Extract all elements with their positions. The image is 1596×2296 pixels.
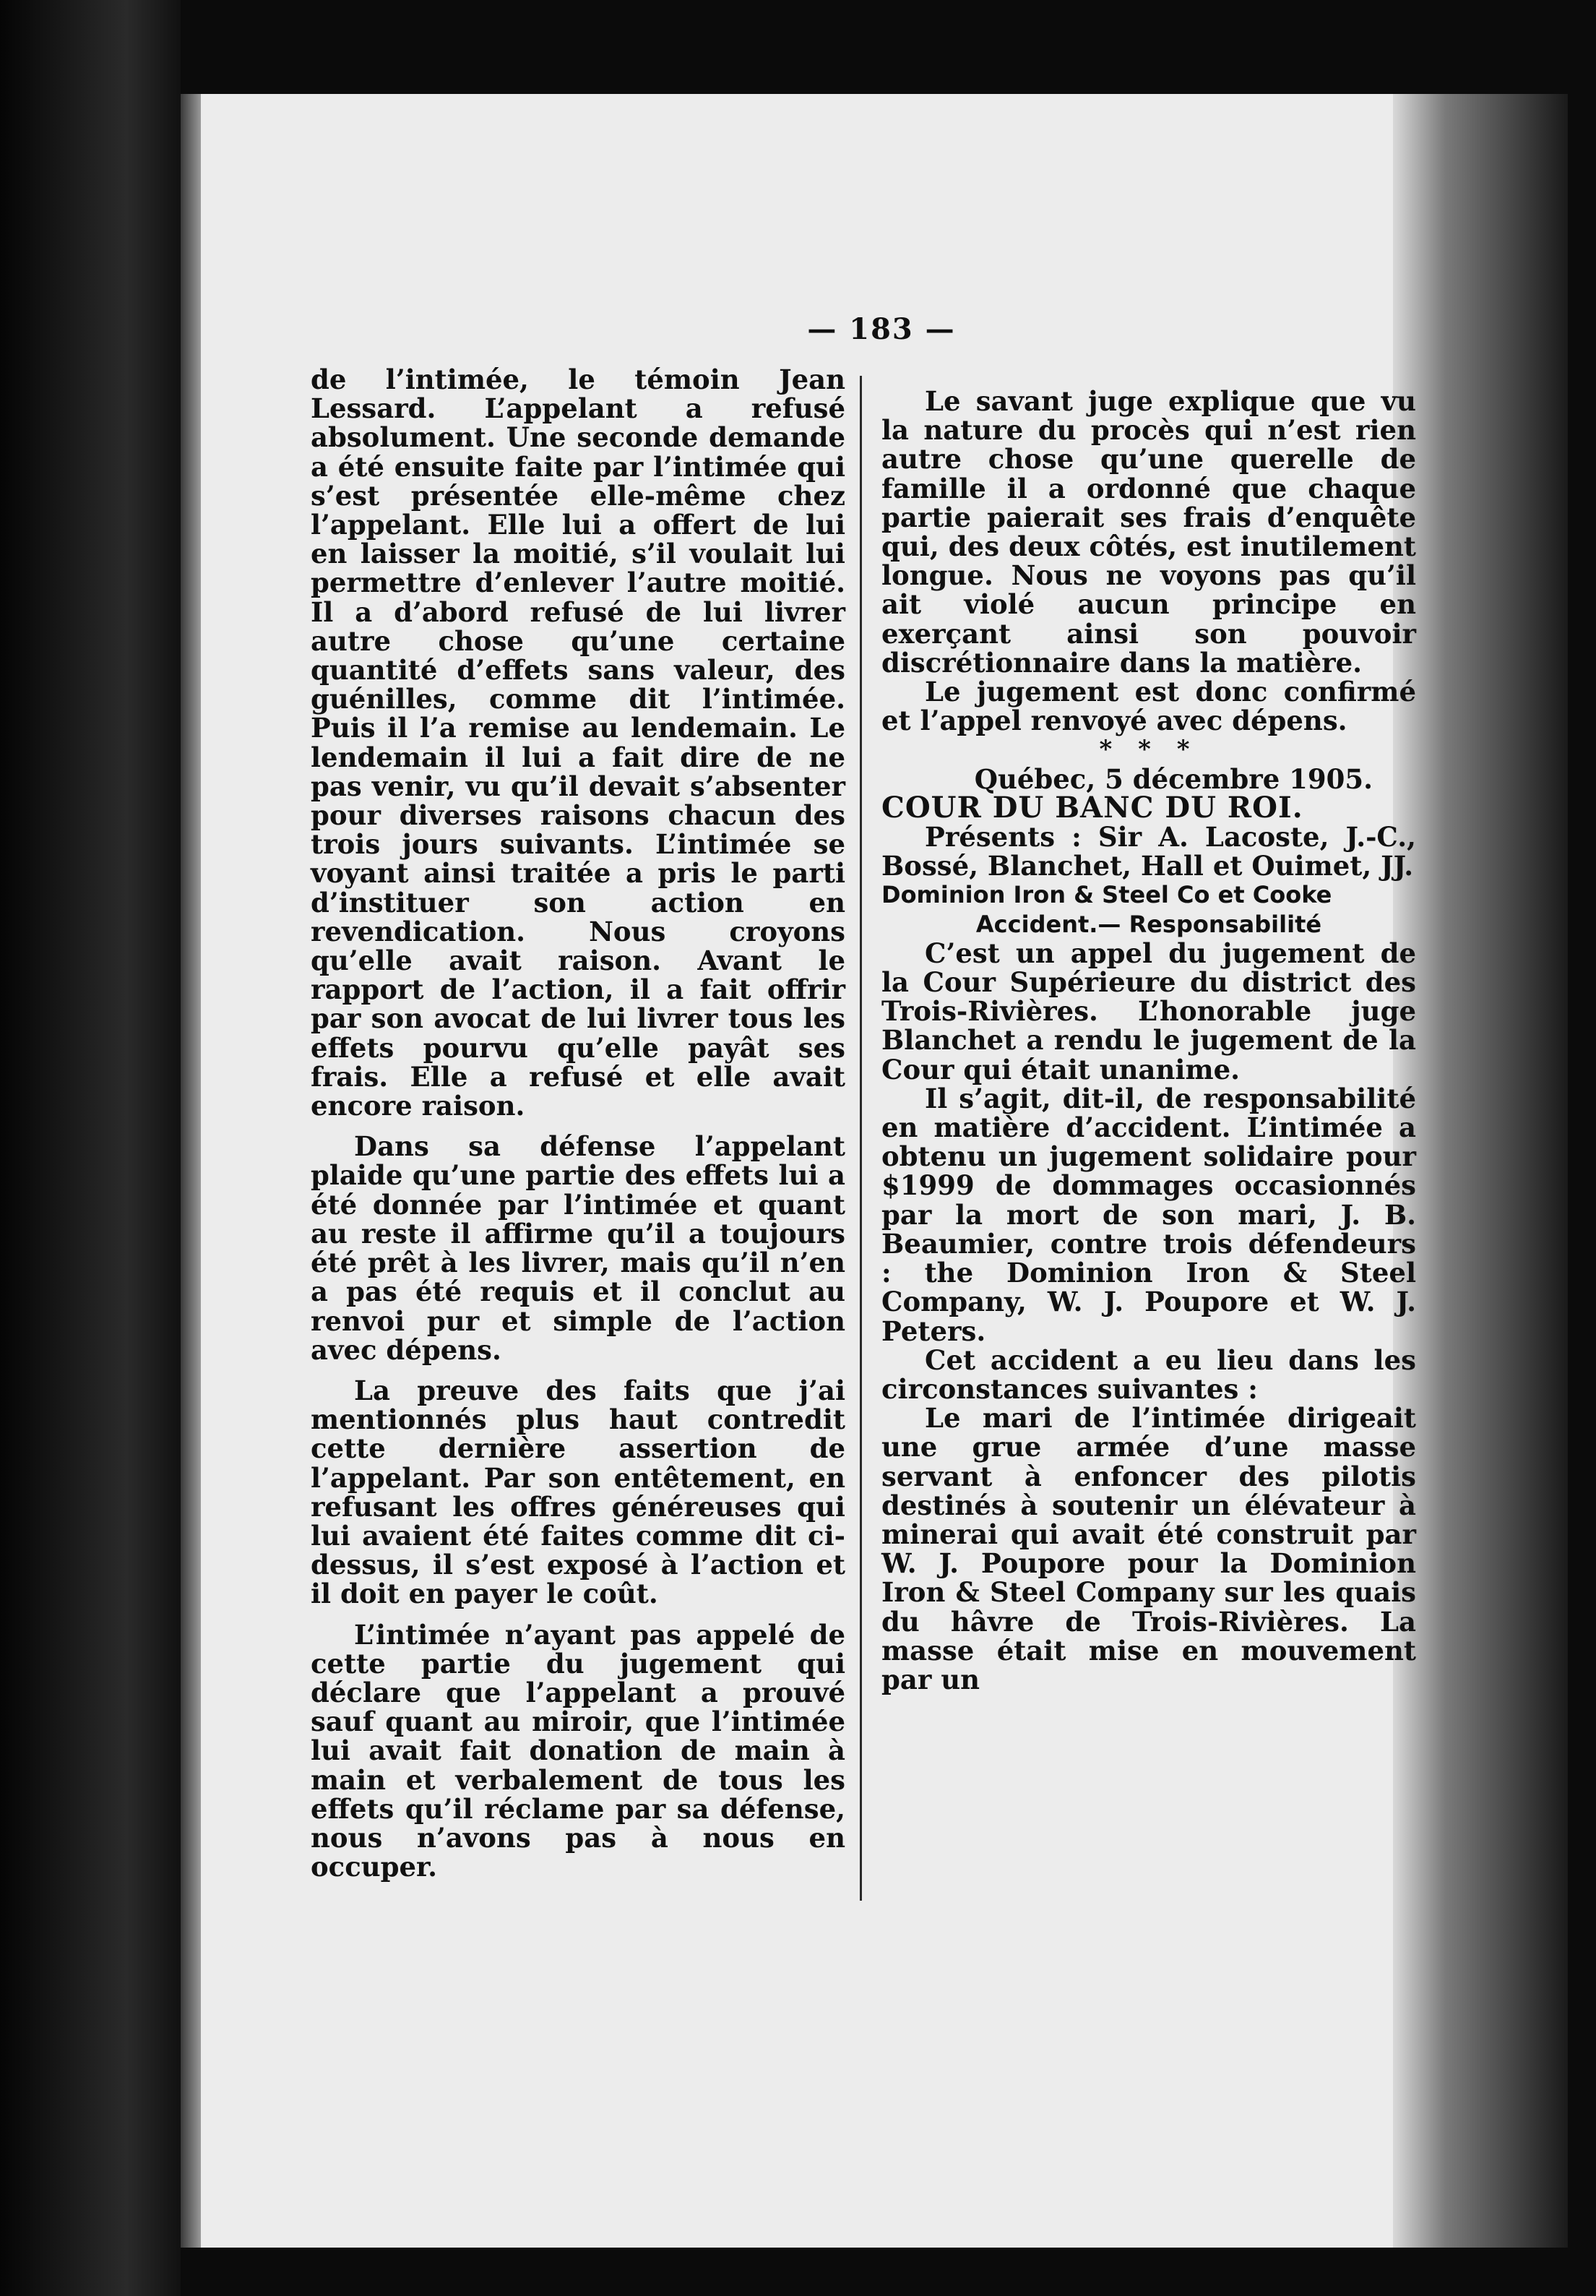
left-paragraph-1: de l’intimée, le témoin Jean Lessard. L’appelant a refusé absolument. Une seconde demande a été ensuite faite par l’intimée qui s’est présentée elle-même chez l’appelant. Elle lui a offert de lui en laisser la moitié, s’il voulait lui permettre d’enlever l’autre moitié. Il a d’abord refusé de lui livrer autre chose qu’une certaine quantité d’effets sans valeur, des guénilles, comme dit l’intimée. Puis il l’a remise au lendemain. Le lendemain il lui a fait dire de ne pas venir, vu qu’il devait s’absenter pour diverses raisons chacun des trois jours suivants. L’intimée se voyant ainsi traitée a pris le parti d’instituer son action en revendication. Nous croyons qu’elle avait raison. Avant le rapport de l’action, il a fait offrir par son avocat de lui livrer tous les effets pourvu qu’elle payât ses frais. Elle a refusé et elle avait encore raison. [311,364,845,1122]
right-paragraph-2: Le jugement est donc confirmé et l’appel renvoyé avec dépens. [881,676,1416,737]
court-heading: COUR DU BANC DU ROI. [881,790,1303,825]
page-right-edge-shadow [1393,94,1568,2248]
left-paragraph-2: Dans sa défense l’appelant plaide qu’une partie des effets lui a été donnée par l’intimée et quant au reste il affirme qu’il a toujours été prêt à les livrer, mais qu’il n’en a pas été requis et il conclut au renvoi pur et simple de l’action avec dépens. [311,1130,845,1366]
right-column [881,387,1416,1694]
page-number: — 183 — [807,312,956,346]
scan-left-margin [0,0,181,2296]
right-paragraph-3: C’est un appel du jugement de la Cour Supérieure du district des Trois-Rivières. L’honorable juge Blanchet a rendu le jugement de la Cour qui était unanime. [881,937,1416,1085]
left-paragraph-3: La preuve des faits que j’ai mentionnés plus haut contredit cette dernière assertion de l’appelant. Par son entêtement, en refusant les offres généreuses qui lui avaient été faites comme dit ci-dessus, il s’est exposé à l’action et il doit en payer le coût. [311,1374,845,1610]
dateline: Québec, 5 décembre 1905. [974,762,1373,795]
right-paragraph-4: Il s’agit, dit-il, de responsabilité en matière d’accident. L’intimée a obtenu un jugement solidaire pour $1999 de dommages occasionnés par la mort de son mari, J. B. Beaumier, contre trois défendeurs : the Dominion Iron & Steel Company, W. J. Poupore et W. J. Peters. [881,1082,1416,1347]
left-paragraph-4: L’intimée n’ayant pas appelé de cette partie du jugement qui déclare que l’appelant a prouvé sauf quant au miroir, que l’intimée lui avait fait donation de main à main et verbalement de tous les effets qu’il réclame par sa défense, nous n’avons pas à nous en occuper. [311,1618,845,1883]
left-column [311,365,845,1881]
judges-present: Présents : Sir A. Lacoste, J.-C., Bossé, Blanchet, Hall et Ouimet, JJ. [881,821,1416,882]
right-paragraph-5: Cet accident a eu lieu dans les circonstances suivantes : [881,1343,1416,1405]
page-spine-shadow [181,94,201,2248]
right-paragraph-1: Le savant juge explique que vu la nature du procès qui n’est rien autre chose qu’une querelle de famille il a ordonné que chaque partie paierait ses frais d’enquête qui, des deux côtés, est inutilement longue. Nous ne voyons pas qu’il ait violé aucun principe en exerçant ainsi son pouvoir discrétionnaire dans la matière. [881,385,1416,679]
case-subject: Accident.— Responsabilité [975,910,1322,938]
case-title: Dominion Iron & Steel Co et Cooke [881,881,1332,909]
section-separator: * * * [1099,735,1199,765]
right-paragraph-6: Le mari de l’intimée dirigeait une grue armée d’une masse servant à enfoncer des pilotis destinés à soutenir un élévateur à minerai qui avait été construit par W. J. Poupore pour la Dominion Iron & Steel Company sur les quais du hâvre de Trois-Rivières. La masse était mise en mouvement par un [881,1402,1416,1695]
column-divider [860,376,862,1901]
